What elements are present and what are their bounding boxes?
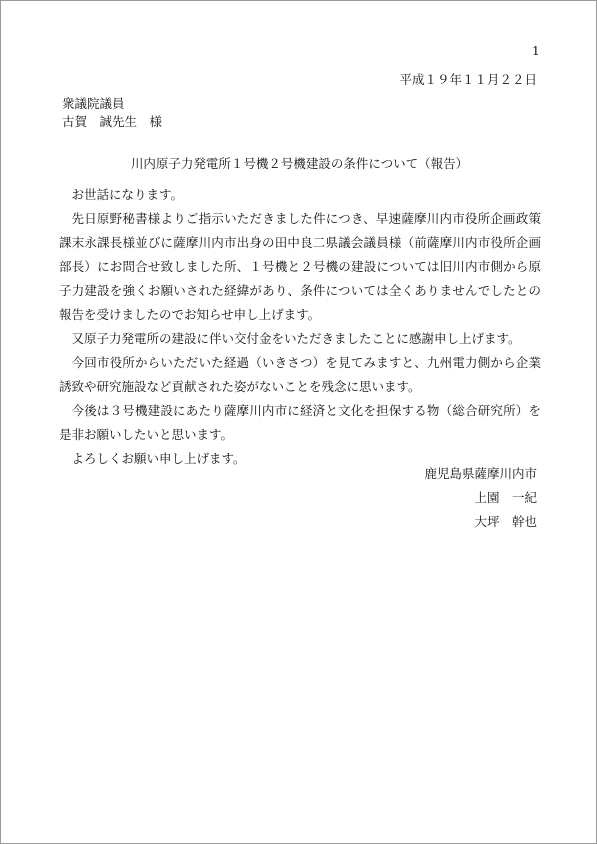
body-paragraph: 先日原野秘書様よりご指示いただきました件につき、早速薩摩川内市役所企画政策課末永課長様並びに薩摩川内市出身の田中良二県議会議員様（前薩摩川内市役所企画部長）にお問合せ致しました所、１号機と２号機の建設については旧川内市側から原子力建設を強くお願いされた経緯があり、条件については全くありませんでしたとの報告を受けましたのでお知らせ申し上げます。 [59,211,541,322]
signature-name: 大坪 幹也 [474,514,537,529]
body-paragraph: 又原子力発電所の建設に伴い交付金をいただきましたことに感謝申し上げます。 [71,331,521,346]
signature-organization: 鹿児島県薩摩川内市 [424,466,537,481]
letter-date: 平成１９年１１月２２日 [399,72,537,87]
recipient-title: 衆議院議員 [62,96,125,111]
signature-name: 上園 一紀 [474,490,537,505]
body-paragraph: よろしくお願い申し上げます。 [71,451,246,466]
recipient-name: 古賀 誠先生 様 [62,114,163,129]
page-number: 1 [532,44,540,58]
letter-body [59,183,541,471]
body-paragraph: お世話になります。 [71,187,184,202]
body-paragraph: 今回市役所からいただいた経過（いきさつ）を見てみますと、九州電力側から企業誘致や研究施設など貢献された姿がないことを残念に思います。 [59,355,541,394]
body-paragraph: 今後は３号機建設にあたり薩摩川内市に経済と文化を担保する物（総合研究所）を是非お願いしたいと思います。 [59,403,541,442]
letter-title: 川内原子力発電所１号機２号機建設の条件について（報告） [130,156,469,171]
